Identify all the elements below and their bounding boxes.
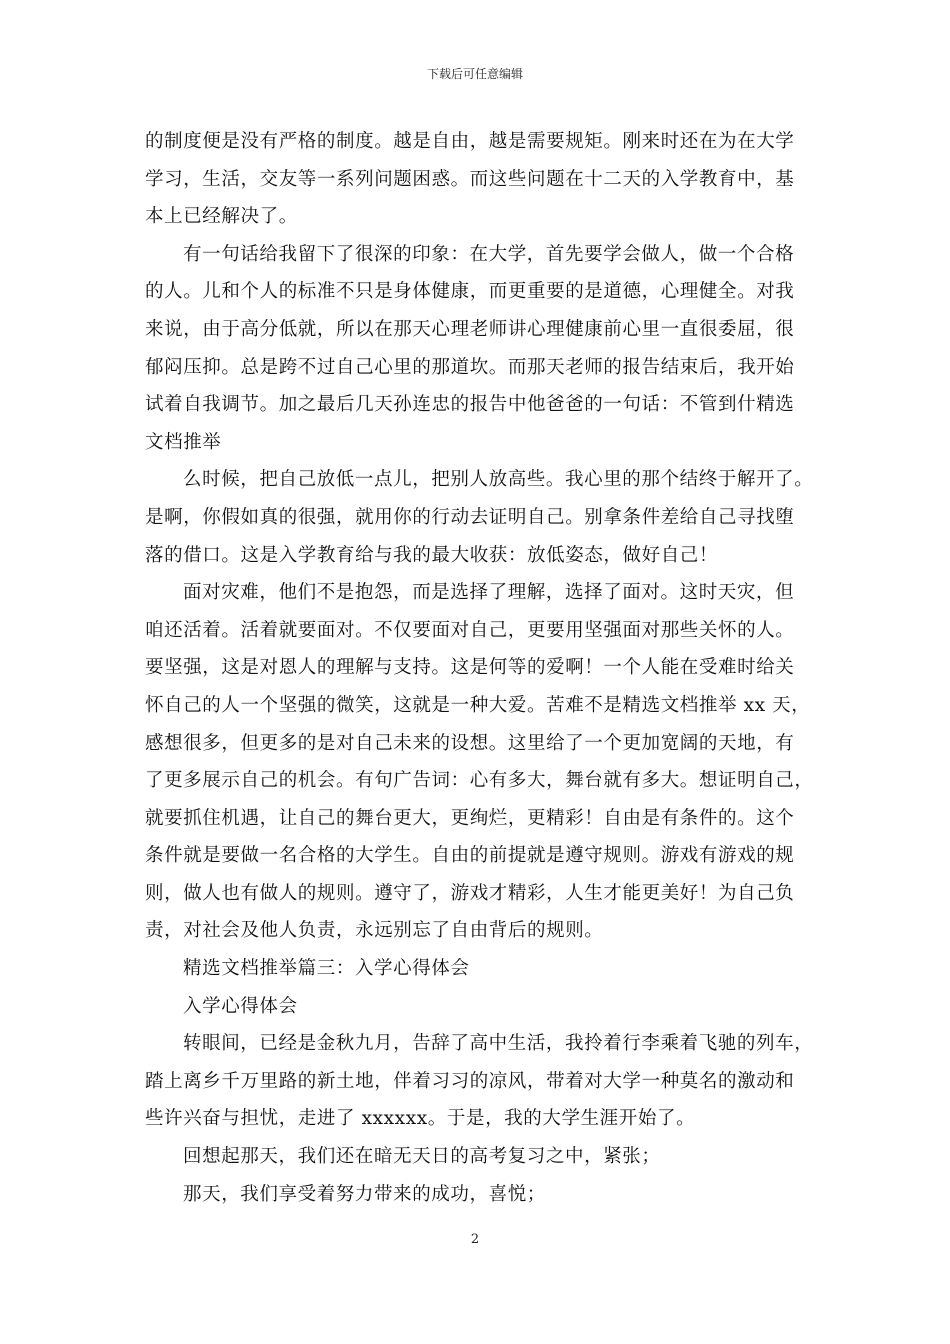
text-line: 咱还活着。活着就要面对。不仅要面对自己，更要用坚强面对那些关怀的人。 xyxy=(145,619,795,641)
text-line: 怀自己的人一个坚强的微笑，这就是一种大爱。苦难不是精选文档推举 xx 天， xyxy=(145,694,811,716)
text-line: 有一句话给我留下了很深的印象：在大学，首先要学会做人，做一个合格 xyxy=(183,243,795,265)
text-line: 本上已经解决了。 xyxy=(145,206,298,228)
text-line: 转眼间，已经是金秋九月，告辞了高中生活，我拎着行李乘着飞驰的列车， xyxy=(183,1033,814,1055)
text-line: 郁闷压抑。总是跨不过自己心里的那道坎。而那天老师的报告结束后，我开始 xyxy=(145,356,795,378)
text-line: 文档推举 xyxy=(145,431,222,453)
text-line: 的制度便是没有严格的制度。越是自由，越是需要规矩。刚来时还在为在大学 xyxy=(145,131,795,152)
text-line: 感想很多，但更多的是对自己未来的设想。这里给了一个更加宽阔的天地，有 xyxy=(145,732,795,754)
text-line: 则，做人也有做人的规则。遵守了，游戏才精彩，人生才能更美好！为自己负 xyxy=(145,882,795,904)
text-line: 责，对社会及他人负责，永远别忘了自由背后的规则。 xyxy=(145,920,604,942)
text-line: 入学心得体会 xyxy=(183,995,298,1017)
text-line: 试着自我调节。加之最后几天孙连忠的报告中他爸爸的一句话：不管到什精选 xyxy=(145,394,795,416)
text-line: 些许兴奋与担忧，走进了 xxxxxx。于是，我的大学生涯开始了。 xyxy=(145,1108,696,1130)
text-line: 的人。儿和个人的标准不只是身体健康，而更重要的是道德，心理健全。对我 xyxy=(145,281,795,303)
page-header: 下载后可任意编辑 xyxy=(426,67,523,81)
page-number: 2 xyxy=(470,1232,480,1247)
text-line: 落的借口。这是入学教育给与我的最大收获：放低姿态，做好自己！ xyxy=(145,544,719,566)
text-line: 面对灾难，他们不是抱怨，而是选择了理解，选择了面对。这时天灾，但 xyxy=(183,582,795,604)
document-body xyxy=(145,123,814,1213)
text-line: 踏上离乡千万里路的新土地，伴着习习的凉风，带着对大学一种莫名的激动和 xyxy=(145,1070,795,1092)
text-line: 那天，我们享受着努力带来的成功，喜悦； xyxy=(183,1183,546,1205)
text-line: 是啊，你假如真的很强，就用你的行动去证明自己。别拿条件差给自己寻找堕 xyxy=(145,506,795,528)
text-line: 了更多展示自己的机会。有句广告词：心有多大，舞台就有多大。想证明自己， xyxy=(145,770,814,792)
text-line: 条件就是要做一名合格的大学生。自由的前提就是遵守规则。游戏有游戏的规 xyxy=(145,845,795,867)
text-line: 精选文档推举篇三：入学心得体会 xyxy=(183,958,470,980)
text-line: 回想起那天，我们还在暗无天日的高考复习之中，紧张； xyxy=(183,1146,661,1168)
text-line: 学习，生活，交友等一系列问题困惑。而这些问题在十二天的入学教育中，基 xyxy=(145,168,795,190)
text-line: 来说，由于高分低就，所以在那天心理老师讲心理健康前心里一直很委屈，很 xyxy=(145,318,795,340)
text-line: 么时候，把自己放低一点儿，把别人放高些。我心里的那个结终于解开了。 xyxy=(183,469,814,491)
text-line: 就要抓住机遇，让自己的舞台更大，更绚烂，更精彩！自由是有条件的。这个 xyxy=(145,807,795,829)
text-line: 要坚强，这是对恩人的理解与支持。这是何等的爱啊！一个人能在受难时给关 xyxy=(145,657,795,679)
